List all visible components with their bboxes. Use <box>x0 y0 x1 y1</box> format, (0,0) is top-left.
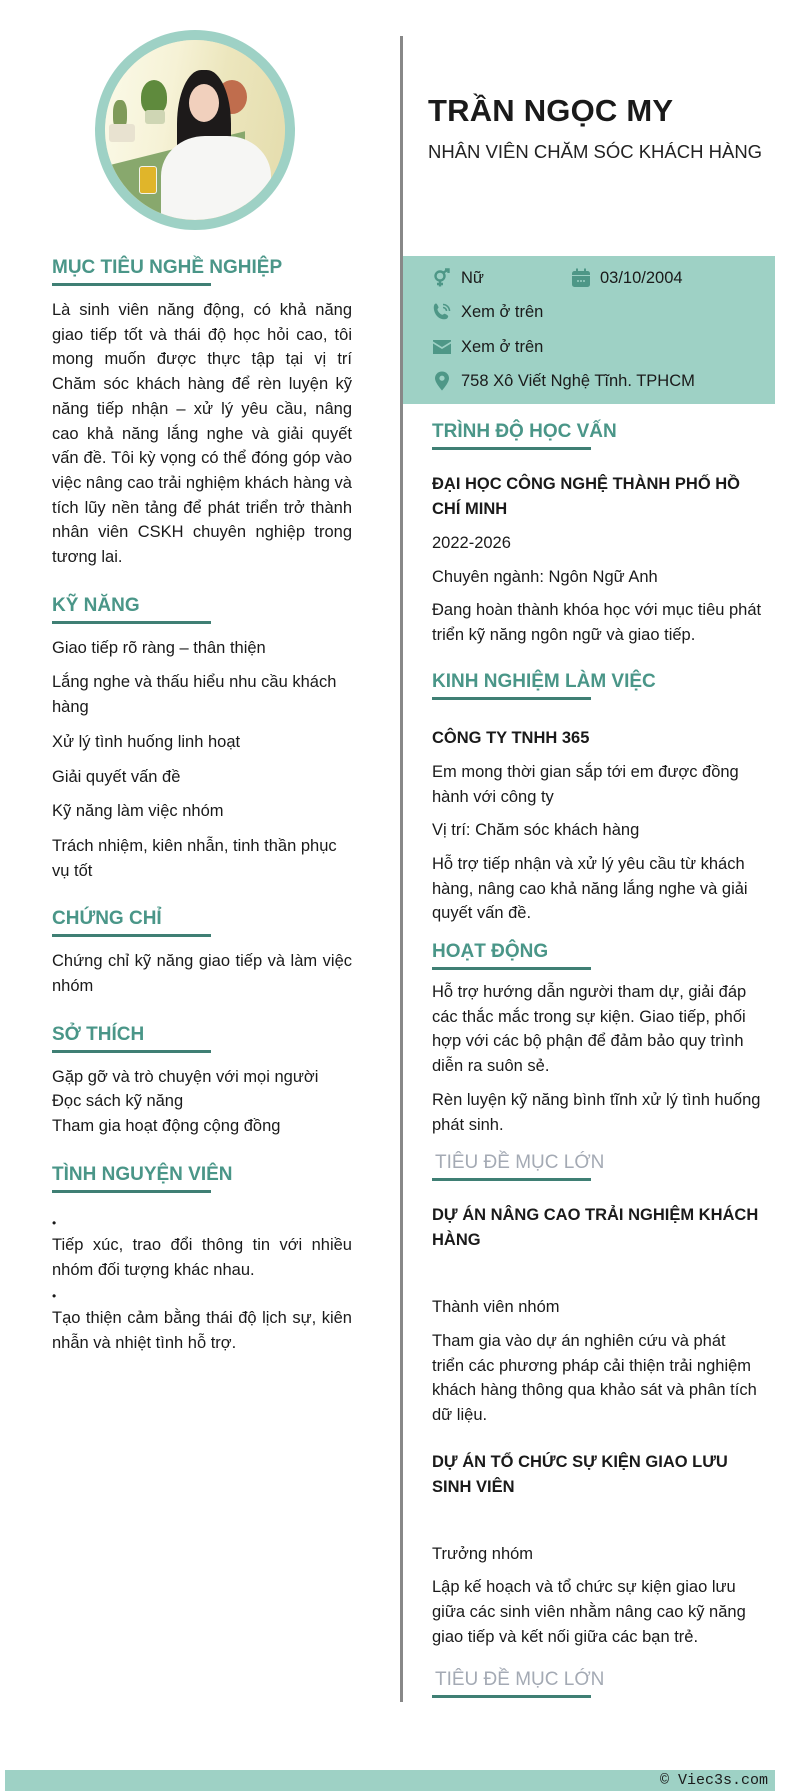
project-item <box>432 1450 762 1650</box>
contact-gender <box>431 266 484 290</box>
hobby-item: Gặp gỡ và trò chuyện với mọi người <box>52 1067 319 1086</box>
section-heading: KINH NGHIỆM LÀM VIỆC <box>432 670 762 700</box>
section-experience <box>432 670 762 926</box>
section-heading: SỞ THÍCH <box>52 1023 352 1053</box>
job-title: NHÂN VIÊN CHĂM SÓC KHÁCH HÀNG <box>428 141 763 162</box>
section-heading: TÌNH NGUYỆN VIÊN <box>52 1163 352 1193</box>
hobby-item: Đọc sách kỹ năng <box>52 1092 184 1111</box>
avatar-photo <box>105 40 285 220</box>
section-skills <box>52 594 352 884</box>
objective-text: Là sinh viên năng động, có khả năng giao tiếp tốt và thái độ học hỏi cao, tôi mong muốn được thực tập tại vị trí Chăm sóc khách hàng để rèn luyện kỹ năng tiếp nhận – xử lý yêu cầu, nâng cao khả năng lắng nghe và giải quyết vấn đề. Tôi kỳ vọng có thể đóng góp vào việc nâng cao trải nghiệm khách hàng và tích lũy nền tảng để phát triển trở thành nhân viên CSKH chuyên nghiệp trong tương lai. <box>52 301 352 567</box>
contact-birthday <box>570 266 683 290</box>
gender-icon <box>431 267 453 289</box>
email-value[interactable]: Xem ở trên <box>461 337 544 356</box>
section-projects <box>432 1151 762 1697</box>
copyright-text: © Viec3s.com <box>659 1772 768 1789</box>
hobby-item: Tham gia hoạt động cộng đồng <box>52 1117 281 1136</box>
experience-note: Em mong thời gian sắp tới em được đồng hành với công ty <box>432 762 739 806</box>
section-heading: HOẠT ĐỘNG <box>432 940 762 970</box>
project-description: Lập kế hoạch và tổ chức sự kiện giao lưu giữa các sinh viên nhằm nâng cao kỹ năng giao tiếp và kết nối giữa các bạn trẻ. <box>432 1578 746 1646</box>
birthday-value: 03/10/2004 <box>600 268 683 287</box>
phone-value[interactable]: Xem ở trên <box>461 302 544 321</box>
bullet-icon <box>52 1282 352 1306</box>
left-column <box>52 256 352 1380</box>
candidate-name: TRẦN NGỌC MY <box>428 93 674 128</box>
section-hobbies <box>52 1023 352 1139</box>
project-role: Thành viên nhóm <box>432 1298 560 1317</box>
certificate-item: Chứng chỉ kỹ năng giao tiếp và làm việc nhóm <box>52 952 352 996</box>
volunteer-item: Tiếp xúc, trao đổi thông tin với nhiều nhóm đối tượng khác nhau. <box>52 1235 352 1279</box>
calendar-icon <box>570 267 592 289</box>
experience-position: Vị trí: Chăm sóc khách hàng <box>432 821 640 840</box>
experience-description: Hỗ trợ tiếp nhận và xử lý yêu cầu từ khách hàng, nâng cao khả năng lắng nghe và giải quyết vấn đề. <box>432 854 748 923</box>
contact-email <box>431 335 543 359</box>
section-heading-placeholder: TIÊU ĐỀ MỤC LỚN <box>432 1151 762 1181</box>
education-period: 2022-2026 <box>432 534 511 552</box>
section-heading-placeholder: TIÊU ĐỀ MỤC LỚN <box>432 1668 762 1698</box>
email-icon <box>431 336 453 358</box>
company-name: CÔNG TY TNHH 365 <box>432 728 590 747</box>
footer-bar <box>5 1770 775 1791</box>
right-column <box>432 420 762 1720</box>
project-description: Tham gia vào dự án nghiên cứu và phát triển các phương pháp cải thiện trải nghiệm khách hàng thông qua khảo sát và phân tích dữ liệu. <box>432 1331 757 1425</box>
section-education <box>432 420 762 648</box>
bullet-icon <box>52 1209 352 1233</box>
skill-item: Xử lý tình huống linh hoạt <box>52 732 241 751</box>
avatar <box>95 30 295 230</box>
section-volunteer <box>52 1163 352 1356</box>
project-title: DỰ ÁN TỔ CHỨC SỰ KIỆN GIAO LƯU SINH VIÊN <box>432 1452 728 1496</box>
skill-item: Giao tiếp rõ ràng – thân thiện <box>52 638 266 657</box>
skill-item: Trách nhiệm, kiên nhẫn, tinh thần phục vụ tốt <box>52 836 337 880</box>
project-item <box>432 1203 762 1428</box>
address-value: 758 Xô Viết Nghệ Tĩnh. TPHCM <box>461 371 695 390</box>
section-heading: CHỨNG CHỈ <box>52 907 352 937</box>
skill-item: Giải quyết vấn đề <box>52 767 181 786</box>
contact-address <box>431 369 695 393</box>
project-role: Trưởng nhóm <box>432 1544 534 1563</box>
location-icon <box>431 370 453 392</box>
section-activities <box>432 940 762 1137</box>
section-heading: KỸ NĂNG <box>52 594 352 624</box>
school-name: ĐẠI HỌC CÔNG NGHỆ THÀNH PHỐ HỒ CHÍ MINH <box>432 475 741 518</box>
section-certificates <box>52 907 352 998</box>
section-objective <box>52 256 352 570</box>
volunteer-item: Tạo thiện cảm bằng thái độ lịch sự, kiên nhẫn và nhiệt tình hỗ trợ. <box>52 1309 352 1352</box>
education-major: Chuyên ngành: Ngôn Ngữ Anh <box>432 567 658 586</box>
activity-item: Rèn luyện kỹ năng bình tĩnh xử lý tình huống phát sinh. <box>432 1090 761 1134</box>
gender-value: Nữ <box>461 268 484 287</box>
activity-item: Hỗ trợ hướng dẫn người tham dự, giải đáp các thắc mắc trong sự kiện. Giao tiếp, phối hợp với các bộ phận để đảm bảo quy trình diễn ra suôn sẻ. <box>432 983 747 1076</box>
project-title: DỰ ÁN NÂNG CAO TRẢI NGHIỆM KHÁCH HÀNG <box>432 1206 759 1250</box>
contact-info <box>403 256 775 404</box>
section-heading: MỤC TIÊU NGHỀ NGHIỆP <box>52 256 352 286</box>
skill-item: Kỹ năng làm việc nhóm <box>52 802 224 821</box>
education-description: Đang hoàn thành khóa học với mục tiêu phát triển kỹ năng ngôn ngữ và giao tiếp. <box>432 601 762 645</box>
phone-icon <box>431 301 453 323</box>
contact-phone <box>431 300 543 324</box>
section-heading: TRÌNH ĐỘ HỌC VẤN <box>432 420 762 450</box>
skill-item: Lắng nghe và thấu hiểu nhu cầu khách hàng <box>52 673 337 717</box>
